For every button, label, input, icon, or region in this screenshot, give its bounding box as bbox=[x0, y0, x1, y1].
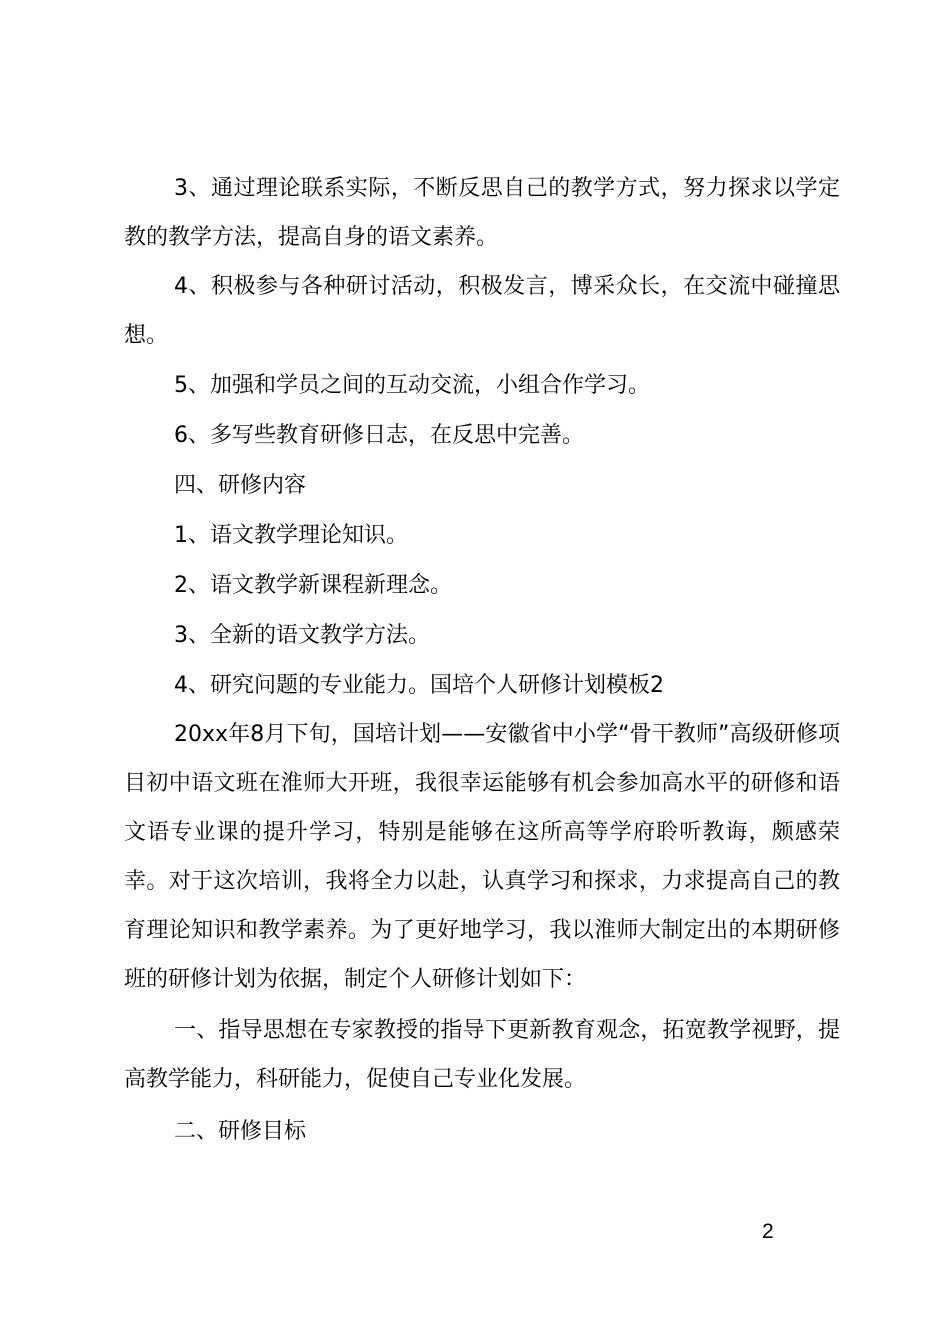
section-heading-research-goals: 二、研修目标 bbox=[174, 1119, 307, 1144]
paragraph-6: 2、语文教学新课程新理念。 bbox=[174, 573, 452, 598]
paragraph-3: 5、加强和学员之间的互动交流，小组合作学习。 bbox=[174, 373, 650, 398]
section-heading-research-content: 四、研修内容 bbox=[174, 473, 307, 498]
paragraph-4: 6、多写些教育研修日志，在反思中完善。 bbox=[174, 423, 584, 448]
paragraph-8: 4、研究问题的专业能力。国培个人研修计划模板2 bbox=[174, 673, 664, 698]
page-number: 2 bbox=[762, 1220, 774, 1243]
paragraph-1: 3、通过理论联系实际，不断反思自己的教学方式，努力探求以学定教的教学方法，提高自身的语文素养。 bbox=[124, 176, 840, 250]
paragraph-7: 3、全新的语文教学方法。 bbox=[174, 623, 430, 648]
paragraph-5: 1、语文教学理论知识。 bbox=[174, 523, 408, 548]
paragraph-10: 一、指导思想在专家教授的指导下更新教育观念，拓宽教学视野，提高教学能力，科研能力，促使自己专业化发展。 bbox=[124, 1018, 840, 1092]
paragraph-2: 4、积极参与各种研讨活动，积极发言，博采众长，在交流中碰撞思想。 bbox=[124, 274, 840, 348]
paragraph-9: 20xx年8月下旬，国培计划——安徽省中小学“骨干教师”高级研修项目初中语文班在淮师大开班，我很幸运能够有机会参加高水平的研修和语文语专业课的提升学习，特别是能够在这所高等学府聆听教诲，颇感荣幸。对于这次培训，我将全力以赴，认真学习和探求，力求提高自己的教育理论知识和教学素养。为了更好地学习，我以淮师大制定出的本期研修班的研修计划为依据，制定个人研修计划如下： bbox=[124, 722, 840, 992]
